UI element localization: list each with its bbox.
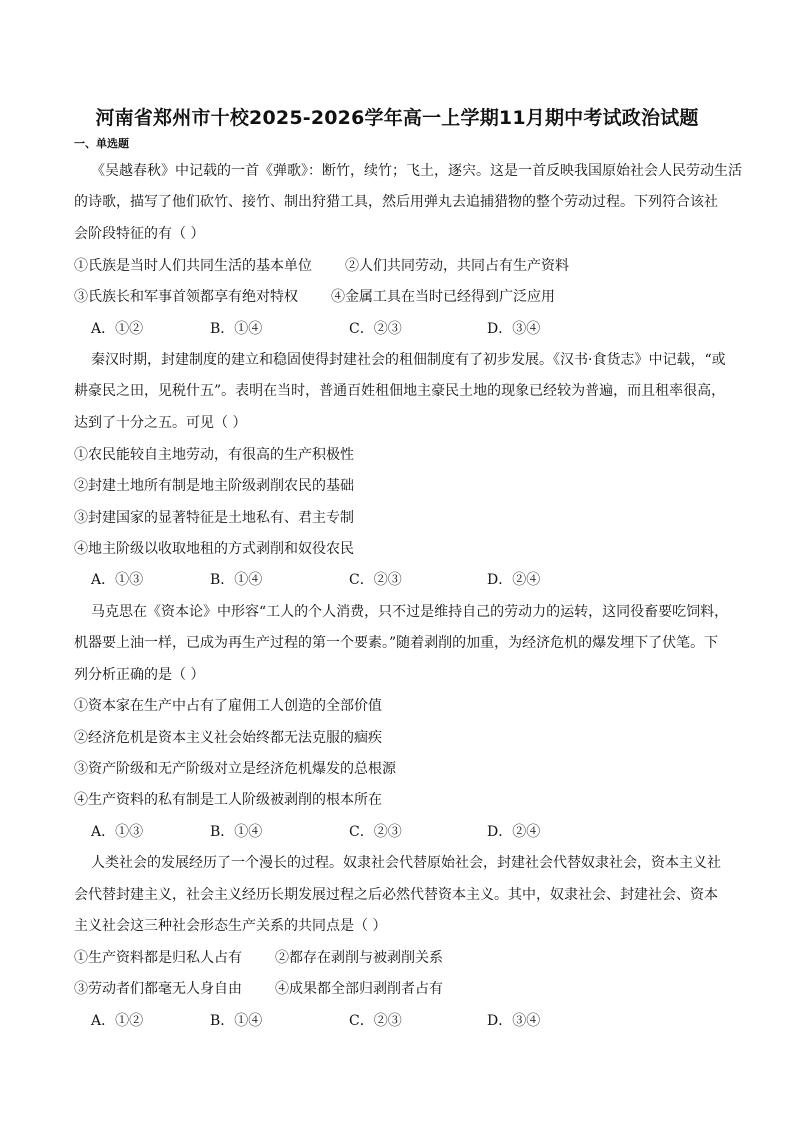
choice-d[interactable]: D．③④ <box>487 1013 541 1029</box>
statement: ①农民能较自主地劳动，有很高的生产积极性 <box>74 447 354 463</box>
choice-d[interactable]: D．②④ <box>487 572 541 588</box>
statement: ①氏族是当时人们共同生活的基本单位 <box>74 258 312 274</box>
section-heading: 一、单选题 <box>74 137 129 150</box>
choice-c[interactable]: C．②③ <box>349 321 402 337</box>
statement: ③氏族长和军事首领都享有绝对特权 <box>74 289 298 305</box>
choice-b[interactable]: B．①④ <box>210 1013 263 1029</box>
question-stem-line: 人类社会的发展经历了一个漫长的过程。奴隶社会代替原始社会，封建社会代替奴隶社会，资本主义社 <box>91 855 721 871</box>
choice-a[interactable]: A．①③ <box>91 572 144 588</box>
statement: ②都存在剥削与被剥削关系 <box>275 950 443 966</box>
choice-c[interactable]: C．②③ <box>349 1013 402 1029</box>
question-stem-line: 会代替封建主义，社会主义经历长期发展过程之后必然代替资本主义。其中，奴隶社会、封建社会、资本 <box>74 887 718 903</box>
statement: ④地主阶级以收取地租的方式剥削和奴役农民 <box>74 541 354 557</box>
statement: ④生产资料的私有制是工人阶级被剥削的根本所在 <box>74 792 382 808</box>
question-stem-line: 列分析正确的是（ ） <box>74 667 205 683</box>
statement: ③封建国家的显著特征是土地私有、君主专制 <box>74 510 354 526</box>
choice-d[interactable]: D．③④ <box>487 321 541 337</box>
choice-b[interactable]: B．①④ <box>210 824 263 840</box>
statement: ④成果都全部归剥削者占有 <box>275 981 443 997</box>
statement: ③资产阶级和无产阶级对立是经济危机爆发的总根源 <box>74 761 396 777</box>
question-stem-line: 《吴越春秋》中记载的一首《弹歌》：断竹，续竹；飞土，逐宍。这是一首反映我国原始社会人民劳动生活 <box>91 163 742 179</box>
choice-b[interactable]: B．①④ <box>210 572 263 588</box>
statement: ①资本家在生产中占有了雇佣工人创造的全部价值 <box>74 698 382 714</box>
question-stem-line: 机器要上油一样，已成为再生产过程的第一个要素。”随着剥削的加重，为经济危机的爆发埋下了伏笔。下 <box>74 635 719 651</box>
choice-d[interactable]: D．②④ <box>487 824 541 840</box>
choice-a[interactable]: A．①② <box>91 321 144 337</box>
choice-c[interactable]: C．②③ <box>349 824 402 840</box>
question-stem-line: 的诗歌，描写了他们砍竹、接竹、制出狩猎工具，然后用弹丸去追捕猎物的整个劳动过程。下列符合该社 <box>74 194 718 210</box>
choice-c[interactable]: C．②③ <box>349 572 402 588</box>
statement: ①生产资料都是归私人占有 <box>74 950 242 966</box>
question-stem-line: 会阶段特征的有（ ） <box>74 226 205 242</box>
choice-a[interactable]: A．①② <box>91 1013 144 1029</box>
statement: ④金属工具在当时已经得到广泛应用 <box>331 289 555 305</box>
question-stem-line: 秦汉时期，封建制度的建立和稳固使得封建社会的租佃制度有了初步发展。《汉书·食货志》中记载，“或 <box>91 352 726 368</box>
statement: ②经济危机是资本主义社会始终都无法克服的痼疾 <box>74 730 382 746</box>
statement: ②封建土地所有制是地主阶级剥削农民的基础 <box>74 478 354 494</box>
statement: ②人们共同劳动，共同占有生产资料 <box>345 258 569 274</box>
question-stem-line: 耕豪民之田，见税什五”。表明在当时，普通百姓租佃地主豪民土地的现象已经较为普遍，而且租率很高， <box>74 383 726 399</box>
exam-title: 河南省郑州市十校2025-2026学年高一上学期11月期中考试政治试题 <box>95 107 699 129</box>
question-stem-line: 达到了十分之五。可见（ ） <box>74 415 247 431</box>
question-stem-line: 主义社会这三种社会形态生产关系的共同点是（ ） <box>74 918 387 934</box>
choice-a[interactable]: A．①③ <box>91 824 144 840</box>
question-stem-line: 马克思在《资本论》中形容“工人的个人消费，只不过是维持自己的劳动力的运转，这同役畜要吃饲料， <box>91 604 729 620</box>
statement: ③劳动者们都毫无人身自由 <box>74 981 242 997</box>
choice-b[interactable]: B．①④ <box>210 321 263 337</box>
